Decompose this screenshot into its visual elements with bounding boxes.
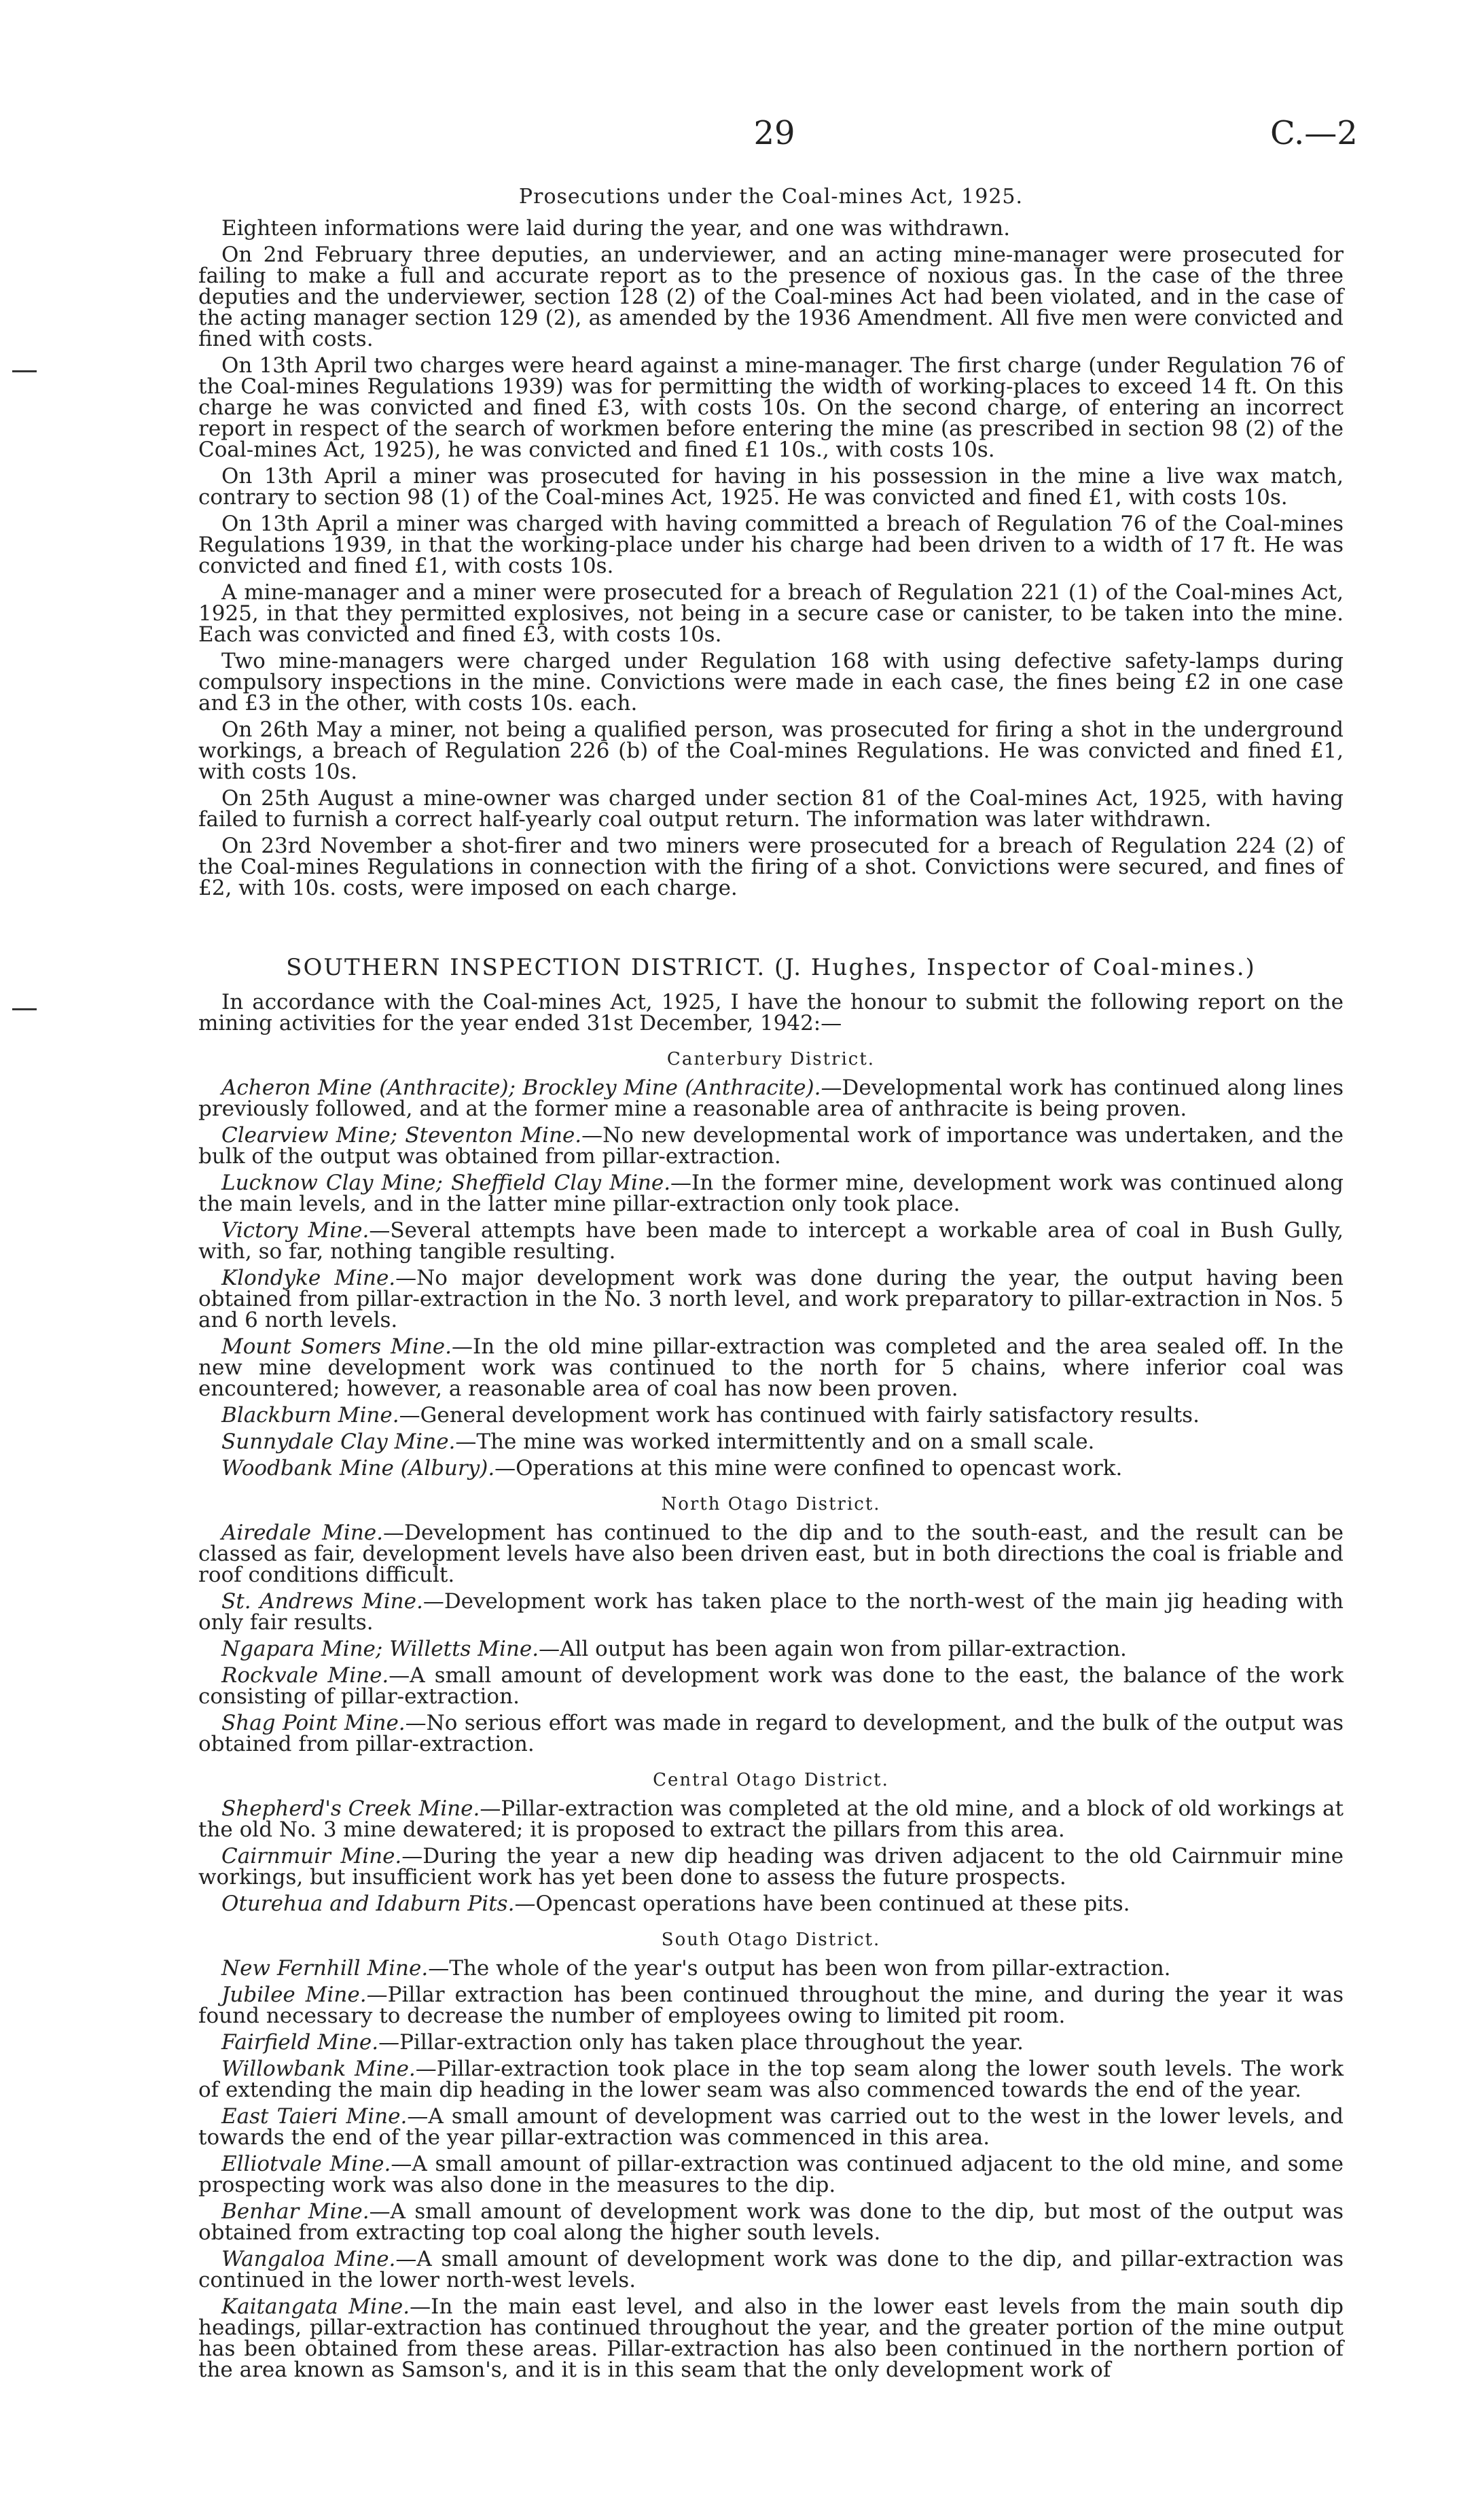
paragraph: Two mine-managers were charged under Regulation 168 with using defective safety-lamps during compulsory inspections in the mine. Convictions were made in each case, the fines being £2 in one case and £3 in the other, with costs 10s. each.: [198, 649, 1344, 715]
mine-entry: [198, 2296, 1344, 2381]
mine-entry: [198, 1432, 1344, 1453]
mine-name: Kaitangata Mine.: [221, 2294, 410, 2319]
mine-entry: [198, 1458, 1344, 1479]
southern-district-section: [198, 954, 1344, 2386]
mine-entry: [198, 2154, 1344, 2196]
report-intro: In accordance with the Coal-mines Act, 1925, I have the honour to submit the following report on the mining activities for the year ended 31st December, 1942:—: [198, 990, 1344, 1035]
mine-entry: [198, 1591, 1344, 1633]
mine-entry: [198, 2106, 1344, 2148]
mine-text: —General development work has continued with fairly satisfactory results.: [399, 1403, 1200, 1427]
mine-text: —No serious effort was made in regard to development, and the bulk of the output was obtained from pillar-extraction.: [198, 1711, 1344, 1756]
mine-entry: [198, 2201, 1344, 2243]
mine-name: Elliotvale Mine.: [221, 2152, 391, 2176]
mine-name: Ngapara Mine; Willetts Mine.: [221, 1637, 539, 1661]
mine-name: Acheron Mine (Anthracite); Brockley Mine (Anthracite).: [221, 1076, 821, 1100]
paragraph: On 13th April a miner was charged with having committed a breach of Regulation 76 of the Coal-mines Regulations 1939, in that the working-place under his charge had been driven to a width of 17 ft. He was convicted and fined £1, with costs 10s.: [198, 512, 1344, 578]
mine-entry: [198, 2059, 1344, 2101]
district-heading: South Otago District.: [661, 1930, 881, 1950]
mine-name: Klondyke Mine.: [221, 1266, 396, 1290]
mine-entry: [198, 1713, 1344, 1755]
paragraph: On 23rd November a shot-firer and two miners were prosecuted for a breach of Regulation 224 (2) of the Coal-mines Regulations in connection with the firing of a shot. Convictions were secured, and fines of £2, with 10s. costs, were imposed on each charge.: [198, 834, 1344, 900]
mine-name: Clearview Mine; Steventon Mine.: [221, 1123, 582, 1148]
mine-text: —No major development work was done during the year, the output having been obtained from pillar-extraction in the No. 3 north level, and work preparatory to pillar-extraction in Nos. 5 and 6 north levels.: [198, 1266, 1344, 1332]
mine-text: —A small amount of pillar-extraction was continued adjacent to the old mine, and some prospecting work was also done in the measures to the dip.: [198, 2152, 1344, 2197]
mine-name: Blackburn Mine.: [221, 1403, 399, 1427]
mine-name: Cairnmuir Mine.: [221, 1844, 402, 1868]
mine-name: Lucknow Clay Mine; Sheffield Clay Mine.: [221, 1171, 671, 1195]
prosecutions-heading: Prosecutions under the Coal-mines Act, 1925.: [518, 185, 1024, 209]
mine-text: —During the year a new dip heading was driven adjacent to the old Cairnmuir mine workings, but insufficient work has yet been done to assess the future prospects.: [198, 1844, 1344, 1889]
mine-entry: [198, 1894, 1344, 1915]
mine-text: —Pillar-extraction was completed at the old mine, and a block of old workings at the old No. 3 mine dewatered; it is proposed to extract the pillars from this area.: [198, 1796, 1344, 1842]
mine-text: —Developmental work has continued along lines previously followed, and at the former mine a reasonable area of anthracite is being proven.: [198, 1076, 1344, 1121]
mine-entry: [198, 1405, 1344, 1426]
mine-text: —Several attempts have been made to intercept a workable area of coal in Bush Gully, with, so far, nothing tangible resulting.: [198, 1218, 1344, 1264]
paragraph: On 26th May a miner, not being a qualified person, was prosecuted for firing a shot in the underground workings, a breach of Regulation 226 (b) of the Coal-mines Regulations. He was convicted and fined £1, with costs 10s.: [198, 717, 1344, 784]
district-heading: Canterbury District.: [666, 1049, 876, 1069]
mine-text: —In the main east level, and also in the lower east levels from the main south dip headings, pillar-extraction has continued throughout the year, and the greater portion of the mine output has been obtained from these areas. Pillar-extraction has also been continued in the northern portion of the area known as Samson's, and it is in this seam that the only development work of: [198, 2294, 1344, 2382]
mine-entry: [198, 1125, 1344, 1167]
mine-text: —Operations at this mine were confined to opencast work.: [494, 1456, 1123, 1480]
mine-name: Shepherd's Creek Mine.: [221, 1796, 480, 1821]
paragraph: A mine-manager and a miner were prosecuted for a breach of Regulation 221 (1) of the Coal-mines Act, 1925, in that they permitted explosives, not being in a secure case or canister, to be taken into the mine. Each was convicted and fined £3, with costs 10s.: [198, 580, 1344, 647]
inspector-line: (J. Hughes, Inspector of Coal-mines.): [774, 954, 1256, 981]
mine-name: New Fernhill Mine.: [221, 1956, 429, 1981]
mine-entry: [198, 1523, 1344, 1586]
mine-text: —In the old mine pillar-extraction was completed and the area sealed off. In the new mine development work was continued to the north for 5 chains, where inferior coal was encountered; however, a reasonable area of coal has now been proven.: [198, 1334, 1344, 1401]
mine-entry: [198, 1958, 1344, 1979]
mine-text: —Development has continued to the dip and to the south-east, and the result can be classed as fair, development levels have also been driven east, but in both directions the coal is friable and roof conditions difficult.: [198, 1521, 1344, 1587]
mine-text: —Pillar-extraction took place in the top seam along the lower south levels. The work of extending the main dip heading in the lower seam was also commenced towards the end of the year.: [198, 2057, 1344, 2102]
mine-entry: [198, 1336, 1344, 1400]
district-report-heading: [198, 954, 1344, 981]
mine-name: Wangaloa Mine.: [221, 2247, 396, 2271]
mine-text: —A small amount of development was carried out to the west in the lower levels, and towards the end of the year pillar-extraction was commenced in this area.: [198, 2104, 1344, 2150]
paragraph: On 13th April a miner was prosecuted for having in his possession in the mine a live wax match, contrary to section 98 (1) of the Coal-mines Act, 1925. He was convicted and fined £1, with costs 10s.: [198, 464, 1344, 510]
mine-entry: [198, 1173, 1344, 1215]
mine-text: —Development work has taken place to the north-west of the main jig heading with only fair results.: [198, 1589, 1344, 1635]
district-heading: North Otago District.: [661, 1494, 881, 1514]
mine-entry: [198, 1078, 1344, 1120]
mine-name: Jubilee Mine.: [221, 1983, 367, 2007]
prosecutions-section: [198, 185, 1344, 904]
margin-mark: [12, 1008, 37, 1010]
mine-text: —No new developmental work of importance was undertaken, and the bulk of the output was obtained from pillar-extraction.: [198, 1123, 1344, 1169]
paragraph: On 25th August a mine-owner was charged under section 81 of the Coal-mines Act, 1925, with having failed to furnish a correct half-yearly coal output return. The information was later withdrawn.: [198, 786, 1344, 832]
mine-text: —In the former mine, development work was continued along the main levels, and in the latter mine pillar-extraction only took place.: [198, 1171, 1344, 1216]
paragraph: On 13th April two charges were heard against a mine-manager. The first charge (under Regulation 76 of the Coal-mines Regulations 1939) was for permitting the width of working-places to exceed 14 ft. On this charge he was convicted and fined £3, with costs 10s. On the second charge, of entering an incorrect report in respect of the search of workmen before entering the mine (as prescribed in section 98 (2) of the Coal-mines Act, 1925), he was convicted and fined £1 10s., with costs 10s.: [198, 353, 1344, 462]
mine-name: Woodbank Mine (Albury).: [221, 1456, 495, 1480]
mine-text: —All output has been again won from pillar-extraction.: [539, 1637, 1127, 1661]
mine-name: Airedale Mine.: [221, 1521, 384, 1545]
mine-text: —The mine was worked intermittently and on a small scale.: [455, 1430, 1095, 1454]
mine-name: Sunnydale Clay Mine.: [221, 1430, 456, 1454]
mine-text: —Pillar extraction has been continued throughout the mine, and during the year it was found necessary to decrease the number of employees owing to limited pit room.: [198, 1983, 1344, 2028]
district-heading: Central Otago District.: [653, 1770, 889, 1790]
mine-text: —Opencast operations have been continued at these pits.: [514, 1892, 1130, 1916]
mine-name: Oturehua and Idaburn Pits.: [221, 1892, 515, 1916]
mine-name: Willowbank Mine.: [221, 2057, 416, 2081]
margin-mark: [12, 370, 37, 372]
mine-name: Victory Mine.: [221, 1218, 370, 1243]
paragraph: Eighteen informations were laid during the year, and one was withdrawn.: [221, 216, 1011, 241]
mine-entry: [198, 1798, 1344, 1841]
mine-name: Fairfield Mine.: [221, 2030, 379, 2055]
mine-entry: [198, 2032, 1344, 2053]
page-number: 29: [753, 114, 795, 152]
mine-text: —A small amount of development work was done to the dip, but most of the output was obtained from extracting top coal along the higher south levels.: [198, 2199, 1344, 2245]
paragraph: On 2nd February three deputies, an underviewer, and an acting mine-manager were prosecuted for failing to make a full and accurate report as to the presence of noxious gas. In the case of the three deputies and the underviewer, section 128 (2) of the Coal-mines Act had been violated, and in the case of the acting manager section 129 (2), as amended by the 1936 Amendment. All five men were convicted and fined with costs.: [198, 243, 1344, 351]
mine-text: —Pillar-extraction only has taken place throughout the year.: [378, 2030, 1024, 2055]
mine-entry: [198, 2249, 1344, 2291]
mine-text: —A small amount of development work was done to the east, the balance of the work consisting of pillar-extraction.: [198, 1663, 1344, 1709]
mine-name: Rockvale Mine.: [221, 1663, 389, 1688]
document-reference: C.—2: [1270, 114, 1358, 152]
mine-name: Benhar Mine.: [221, 2199, 370, 2224]
district-report-title: SOUTHERN INSPECTION DISTRICT.: [286, 954, 766, 981]
mine-entry: [198, 1665, 1344, 1707]
mine-entry: [198, 1268, 1344, 1331]
mine-text: —A small amount of development work was done to the dip, and pillar-extraction was continued in the lower north-west levels.: [198, 2247, 1344, 2292]
mine-entry: [198, 1639, 1344, 1660]
mine-name: St. Andrews Mine.: [221, 1589, 423, 1614]
mine-name: Mount Somers Mine.: [221, 1334, 452, 1359]
mine-name: East Taieri Mine.: [221, 2104, 408, 2129]
mine-name: Shag Point Mine.: [221, 1711, 406, 1735]
mine-entry: [198, 1220, 1344, 1262]
mine-entry: [198, 1985, 1344, 2027]
mine-text: —The whole of the year's output has been won from pillar-extraction.: [428, 1956, 1171, 1981]
mine-entry: [198, 1846, 1344, 1888]
